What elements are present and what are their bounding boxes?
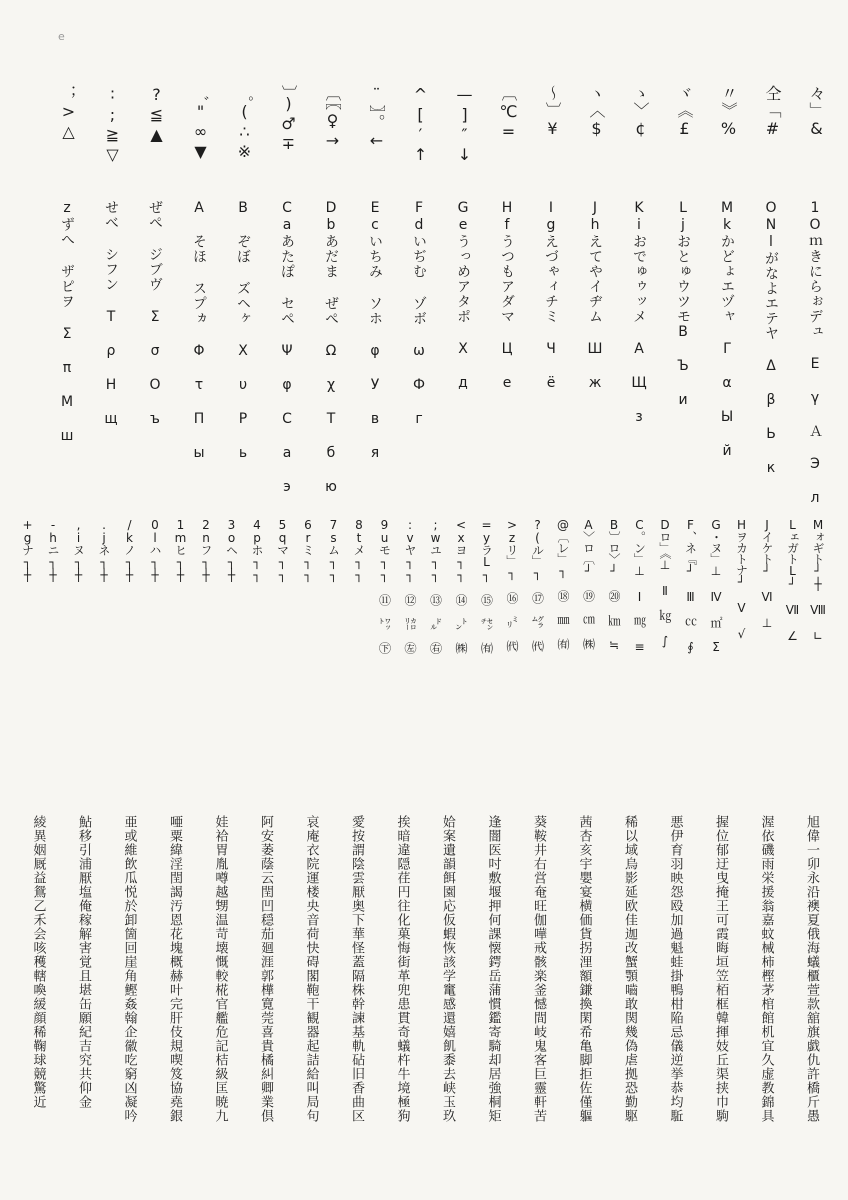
symbol-column-5: ゝ〉¢	[631, 85, 650, 139]
kanji-column-13: 阿安萎蔭云閏凹穏茄廻涯郭樺寛莞喜貴橘糾卿業倶	[258, 815, 273, 1123]
kana-column-7: Igえづゃィチミ Ч ё	[543, 200, 559, 392]
symbol-column-1: 々」&	[807, 85, 826, 139]
symbol-column-13: 〕)♂∓	[279, 85, 298, 154]
ruled-column-6: F、ネ『┘ Ⅲ ㏄ ∮	[683, 518, 698, 653]
symbol-column-3: 〃》%	[719, 85, 738, 139]
symbol-column-14: ゜(∴※	[235, 85, 254, 162]
ruled-column-16: ;wユ┐┐ ⑬ ㌦ ㊨	[428, 518, 443, 653]
kana-column-9: Geうっめアタポ Х д	[455, 200, 471, 392]
ruled-column-24: 3oヘ┐┼	[224, 518, 239, 581]
ruled-column-29: .jネ┐┼	[97, 518, 111, 581]
kana-column-14: B ぞぼ ズヘヶ X υ Р ь	[235, 200, 251, 462]
kanji-column-14: 娃袷胃胤噂越甥温苛壊慨較椛官艦危記桔級匡暁九	[212, 815, 228, 1123]
kana-column-18: zずへ ザピヲ Σ π М ш	[59, 200, 75, 445]
ruled-column-23: 4pホ┐┐	[250, 518, 264, 581]
kanji-column-1: 旭偉一卯永沿襖夏俄海蟻櫃萱款舘旗戯仇許橋斤愚	[804, 815, 819, 1123]
ruled-column-8: C。ン」⊥ Ⅰ ㎎ ≡	[632, 518, 647, 653]
ruled-column-30: ,iヌ┐┼	[71, 518, 86, 581]
symbol-column-10: ^[′↑	[411, 85, 430, 165]
ruled-column-9: B〕ロ〉┘ ⑳ ㎞ ≒	[607, 518, 621, 651]
kana-column-8: Hfうつもアダマ Ц е	[499, 200, 515, 392]
kanji-column-18: 綾異姻厩益鴛乙禾会咳穫轄喚緩顔稀鞠球競驚近	[30, 815, 46, 1109]
ruled-column-3: Jイケト┘ Ⅵ ⊥	[760, 518, 774, 629]
kana-column-10: Fdいぢむ ゾボ ω Ф г	[411, 200, 427, 428]
kanji-column-10: 挨暗違隠荏円往化菓悔街革兜患貫奇蟻杵牛境極狗	[394, 815, 410, 1123]
kana-column-15: A そほ スプヵ Φ τ П ы	[191, 200, 207, 462]
symbol-column-11: ¨〗。←	[367, 85, 386, 151]
ruled-column-32: +gナ┐┼	[20, 518, 35, 581]
kanji-column-5: 稀以域烏影延欧佳迦改蟹顎嚙敢関幾偽虐拠恐勤駆	[622, 815, 637, 1123]
ruled-column-4: Hヲカトナ┘ Ⅴ √	[734, 518, 749, 640]
ruled-column-14: =yラL┐ ⑮ ㌢ ㈲	[479, 518, 494, 653]
kanji-column-12: 哀庵衣院運楼央音荷快碍閣鞄干観器起詰給叫局句	[303, 815, 319, 1123]
kanji-column-6: 茜杏亥宇嬰宴横価貨拐浬額鎌換閑希亀脚拒佐僅軀	[576, 815, 592, 1123]
ruled-column-2: LェガトL┘ Ⅶ ∠	[785, 518, 800, 642]
ruled-column-10: A〉ロ〔┘ ⑲ ㎝ ㈱	[581, 518, 596, 649]
kana-column-4: LjおとゅウツモB Ъ и	[675, 200, 691, 409]
kana-column-1: 1Oｍきにらぉデュ E γ Ａ Э л	[807, 200, 823, 507]
symbol-column-2: 仝「#	[763, 85, 782, 139]
kanji-column-2: 渥依磯雨栄援翁嘉蚊械柿樫茅棺館机宜久虚教錦具	[758, 815, 774, 1123]
kanji-column-7: 葵鞍井右営奄旺伽嘩戒骸楽釜憾間岐鬼客巨靈軒苦	[531, 815, 546, 1123]
symbol-column-18: ；>△	[59, 85, 78, 142]
kana-column-17: せべ シフン Τ ρ Н щ	[103, 200, 119, 428]
kanji-column-11: 愛按謂陰雲厭奥下華怪蓋隔株幹諫基軌砧旧香曲区	[349, 815, 364, 1123]
ruled-column-13: >zリ」┐ ⑯ ㍉ ㈹	[505, 518, 519, 651]
symbol-column-6: ヽ〈$	[587, 85, 606, 139]
kanji-column-4: 悪伊育羽映怨殴加過魁蛙掛鴨柑陥忌儀逆挙恭均駈	[667, 815, 683, 1123]
kanji-column-17: 鮎移引浦厭塩俺稼解害覚且堪缶願紀吉究共仰金	[76, 815, 91, 1109]
kanji-column-16: 亜或維飲瓜悦於卸箇回崖角鰹姦翰企徽吃窮凶凝吟	[121, 815, 137, 1123]
kana-column-13: Caあたぽ セペ Ψ φ С а э	[279, 200, 295, 496]
ruled-column-7: Dロ」《⊥ Ⅱ ㎏ ∫	[658, 518, 672, 647]
symbol-column-7: 〜〕¥	[543, 85, 562, 139]
symbol-column-15: ゛"∞▼	[191, 85, 210, 162]
ruled-column-27: 0lハ┐┼	[148, 518, 162, 581]
symbol-column-8: 〔℃=	[499, 85, 518, 142]
kana-column-6: Jhえてやイヂム Ш ж	[587, 200, 603, 392]
ruled-column-25: 2nフ┐┼	[199, 518, 213, 581]
kana-column-2: ONlがなよエテヤ Δ β Ь к	[763, 200, 779, 477]
kana-column-5: Kiおでゅゥッメ A Щ з	[631, 200, 647, 426]
kanji-column-8: 逢闇医吋敷堰押何課懐鍔岳蒲慣鑑寄騎却居強桐矩	[485, 815, 501, 1123]
ruled-column-22: 5qマ┐┐	[275, 518, 290, 581]
ruled-column-19: 8tメ┐┐	[352, 518, 366, 581]
ruled-column-26: 1mヒ┐┼	[173, 518, 188, 581]
kana-column-3: Mkかどょエヅャ Γ α Ы й	[719, 200, 735, 460]
ruled-column-18: 9uモ┐┐ ⑪ ㍗ ㊦	[377, 518, 392, 653]
ruled-column-17: :vヤ┐┐ ⑫ ㌍ ㊧	[403, 518, 417, 653]
ruled-column-15: <xヨ┐┐ ⑭ ㌧ ㈱	[454, 518, 468, 653]
ruled-column-5: G・ヌ」⊥ Ⅳ ㎡ Σ	[709, 518, 723, 653]
symbol-column-12: 〔〖♀→	[323, 85, 342, 151]
symbol-column-4: ヾ《£	[675, 85, 694, 139]
ruled-column-28: /kノ┐┼	[122, 518, 137, 581]
symbol-column-9: —]″↓	[455, 85, 474, 165]
kana-column-12: Dbあだま ぜぺ Ω χ Т б ю	[323, 200, 339, 496]
ruled-column-11: @〔レ」┐ ⑱ ㎜ ㈲	[556, 518, 570, 649]
ruled-column-31: -hニ┐┼	[46, 518, 60, 581]
ruled-column-20: 7sム┐┐	[326, 518, 341, 581]
symbol-column-17: ∶;≧▽	[103, 85, 122, 165]
ruled-column-1: Mォギト┘┼ Ⅷ ∟	[811, 518, 825, 642]
smudge-mark: e	[58, 30, 65, 43]
kana-column-16: ぜぺ ジブヴ Σ σ О ъ	[147, 200, 163, 428]
kanji-column-15: 唖粟緯淫閏謁汚恩花塊概赫叶完肝伎規喫笈協堯銀	[167, 815, 182, 1123]
ruled-column-21: 6rミ┐┐	[301, 518, 315, 581]
kana-column-11: Ecいちみ ソホ φ У в я	[367, 200, 383, 462]
kanji-column-9: 姶案遺韻餌園応仮蝦恢該学竃感還嬉飢黍去峡玉玖	[440, 815, 455, 1123]
ruled-column-12: ?(ル」┐ ⑰ ㌘ ㈹	[530, 518, 545, 651]
kanji-column-3: 握位郁迂曳掩王可霞晦垣笠栢框韓揮妓丘渠挟巾駒	[713, 815, 728, 1123]
symbol-column-16: ?≦▲	[147, 85, 166, 145]
